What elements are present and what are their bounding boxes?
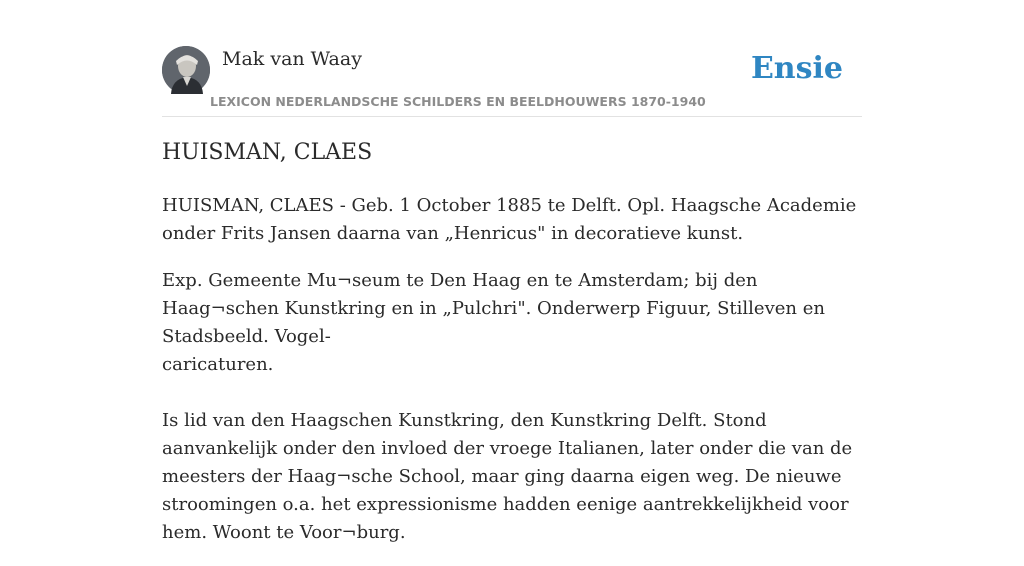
- portrait-image: [162, 46, 210, 94]
- author-avatar[interactable]: [162, 46, 210, 94]
- article-paragraph: HUISMAN, CLAES - Geb. 1 October 1885 te Delft. Opl. Haagsche Academie onder Frits Jansen daarna van „Henricus" in decoratieve kunst.: [162, 195, 857, 244]
- author-name[interactable]: Mak van Waay: [222, 48, 362, 70]
- article-header: [162, 46, 862, 117]
- source-lexicon-title[interactable]: LEXICON NEDERLANDSCHE SCHILDERS EN BEELDHOUWERS 1870-1940: [210, 94, 706, 109]
- ensie-logo[interactable]: Ensie: [750, 51, 843, 86]
- page-title: HUISMAN, CLAES: [162, 140, 373, 165]
- article-body: [162, 192, 864, 566]
- article-paragraph: Exp. Gemeente Mu¬seum te Den Haag en te Amsterdam; bij den Haag¬schen Kunstkring en in „Pulchri". Onderwerp Figuur, Stilleven en Stadsbeeld. Vogel- caricaturen. Is lid van den Haagschen Kunstkring, den Kunstkring Delft. Stond aanvankelijk onder den invloed der vroege Italianen, later onder die van de meesters der Haag¬sche School, maar ging daarna eigen weg. De nieuwe stroomingen o.a. het expressionisme hadden eenige aantrekkelijkheid voor hem. Woont te Voor¬burg.: [162, 270, 853, 543]
